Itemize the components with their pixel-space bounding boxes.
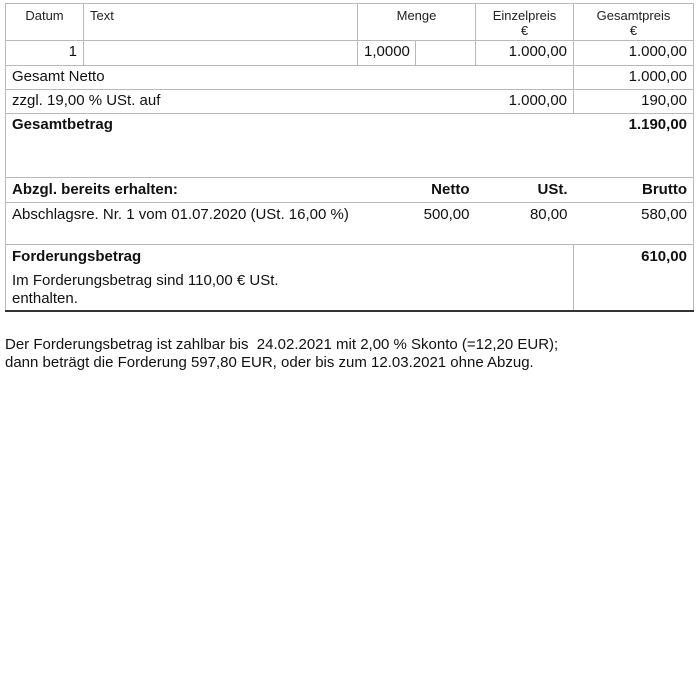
forderung-row <box>6 245 694 312</box>
gesamt-netto-row <box>6 66 694 90</box>
table-row <box>6 41 694 66</box>
gesamt-netto-value: 1.000,00 <box>574 66 694 90</box>
ust-value: 190,00 <box>574 90 694 114</box>
ust-row <box>6 90 694 114</box>
item-menge-extra <box>416 41 476 66</box>
payment-line-2: dann beträgt die Forderung 597,80 EUR, oder bis zum 12.03.2021 ohne Abzug. <box>5 354 534 371</box>
abzug-brutto: 580,00 <box>574 203 694 245</box>
ust-label: zzgl. 19,00 % USt. auf <box>6 90 476 114</box>
einzelpreis-label: Einzelpreis <box>492 8 557 23</box>
item-text <box>84 41 358 66</box>
abzug-brutto-header: Brutto <box>574 178 694 203</box>
ust-base: 1.000,00 <box>476 90 574 114</box>
gesamtpreis-unit: € <box>629 23 638 38</box>
abzug-row <box>6 203 694 245</box>
abzug-netto-header: Netto <box>416 178 476 203</box>
spacer-row <box>6 137 694 178</box>
gesamtbetrag-value: 1.190,00 <box>574 114 694 138</box>
spacer-cell <box>6 137 694 178</box>
payment-terms <box>5 336 695 372</box>
abzug-text: Abschlagsre. Nr. 1 vom 01.07.2020 (USt. 16,00 %) <box>6 203 416 245</box>
invoice-table <box>5 3 694 312</box>
forderung-value: 610,00 <box>574 245 694 312</box>
item-datum: 1 <box>6 41 84 66</box>
item-gesamtpreis: 1.000,00 <box>574 41 694 66</box>
forderung-label: Forderungsbetrag <box>12 248 142 265</box>
gesamt-netto-label: Gesamt Netto <box>6 66 574 90</box>
einzelpreis-unit: € <box>520 23 529 38</box>
table-header-row <box>6 4 694 41</box>
abzug-netto: 500,00 <box>416 203 476 245</box>
payment-line-1: Der Forderungsbetrag ist zahlbar bis 24.02.2021 mit 2,00 % Skonto (=12,20 EUR); <box>5 336 559 353</box>
gesamtbetrag-label: Gesamtbetrag <box>6 114 574 138</box>
col-header-text: Text <box>84 4 358 41</box>
forderung-cell <box>6 245 574 312</box>
abzug-header-row <box>6 178 694 203</box>
col-header-gesamtpreis <box>574 4 694 41</box>
item-einzelpreis: 1.000,00 <box>476 41 574 66</box>
abzug-ust-header: USt. <box>476 178 574 203</box>
col-header-menge: Menge <box>358 4 476 41</box>
col-header-einzelpreis <box>476 4 574 41</box>
col-header-datum: Datum <box>6 4 84 41</box>
forderung-note: Im Forderungsbetrag sind 110,00 € USt. enthalten. <box>12 272 279 307</box>
abzug-label: Abzgl. bereits erhalten: <box>6 178 416 203</box>
gesamtbetrag-row <box>6 114 694 138</box>
item-menge: 1,0000 <box>358 41 416 66</box>
abzug-ust: 80,00 <box>476 203 574 245</box>
gesamtpreis-label: Gesamtpreis <box>596 8 671 23</box>
